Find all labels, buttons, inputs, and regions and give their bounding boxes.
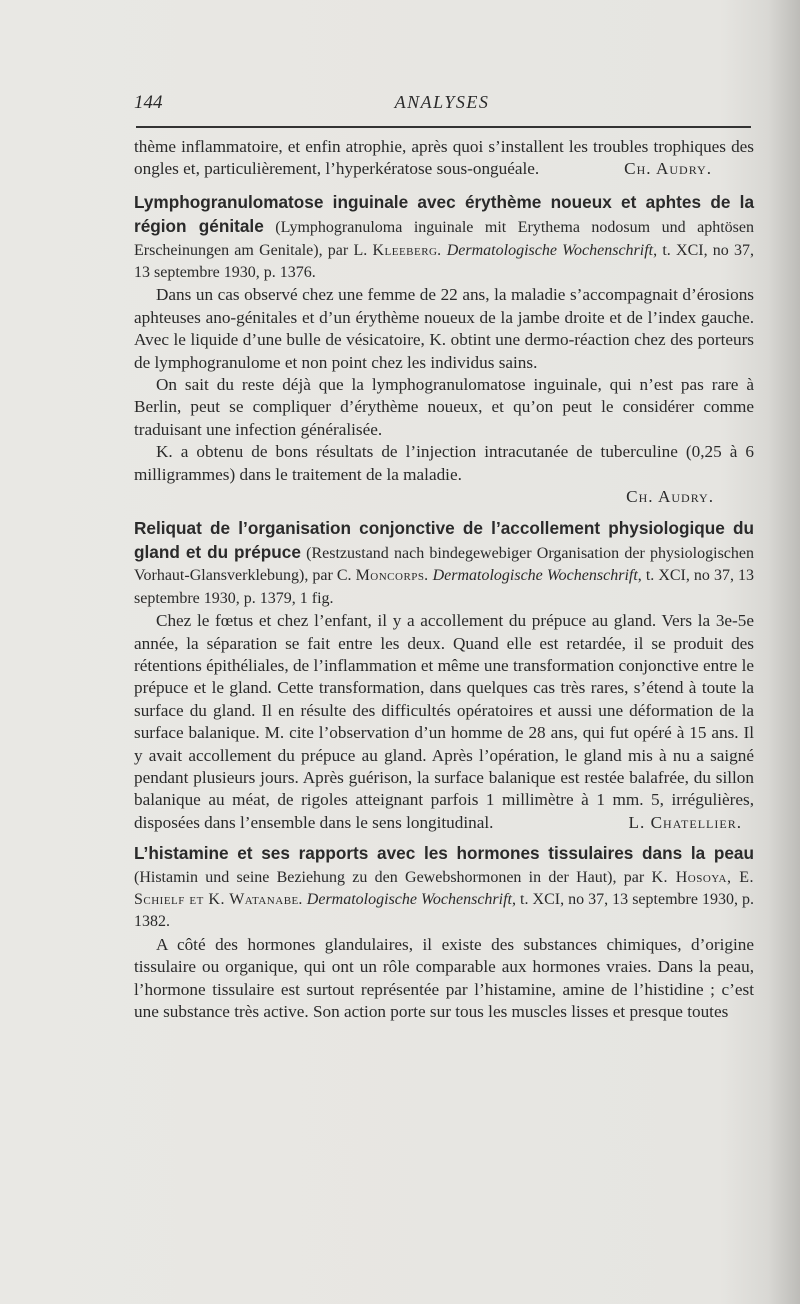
article-2-journal: . Dermatologische Wochenschrift (424, 567, 638, 585)
running-title: ANALYSES (394, 92, 490, 112)
article-3-ref-orig: (Histamin und seine Beziehung zu den Gewebshormonen in der Haut), par (134, 868, 652, 886)
header-rule (136, 126, 751, 128)
article-2-ref-tail: , t. XCI, no 37, 13 septembre 1930, p. 1379, 1 fig. (134, 567, 755, 607)
continuation-text: thème inflammatoire, et enfin atrophie, après quoi s’installent les troubles trophiques des ongles et, particulièrement, l’hyperkératose sous-onguéale. (134, 137, 754, 179)
page-header (132, 92, 752, 116)
article-2-paragraph-1 (134, 610, 754, 834)
continuation-signature: Ch. Audry. (624, 159, 712, 179)
article-1 (134, 191, 754, 509)
article-1-signature: Ch. Audry. (626, 487, 714, 507)
article-1-title: Lymphogranulomatose inguinale avec érythème noueux et aphtes de la région génitale (134, 191, 754, 237)
article-3-author: K. Hosoya, E. Schielf et K. Watanabe (134, 868, 755, 908)
article-1-paragraph-1: Dans un cas observé chez une femme de 22 ans, la maladie s’accompagnait d’érosions aphteuses ano-génitales et d’un érythème noueux de la jambe droite et de l’index gauche. Avec le liquide d’une bulle de vésicatoire, K. obtint une dermo-réaction chez des porteurs de lymphogranulome et non point chez les individus sains. (134, 285, 754, 372)
article-2-title: Reliquat de l’organisation conjonctive de l’accollement physiologique du gland et du prépuce (134, 517, 754, 562)
article-3-ref-tail: , t. XCI, no 37, 13 septembre 1930, p. 1382. (134, 891, 755, 931)
article-2 (134, 517, 754, 835)
article-2-signature: L. Chatellier. (628, 812, 742, 832)
continuation-paragraph (134, 136, 754, 181)
article-1-journal: . Dermatologische Wochenschrift (437, 241, 654, 259)
article-2-ref-orig: (Restzustand nach bindegewebiger Organisation der physiologischen Vorhaut-Glansverklebung), par C. (134, 544, 754, 585)
article-3-heading (134, 842, 754, 934)
article-1-paragraph-3: K. a obtenu de bons résultats de l’injection intracutanée de tuberculine (0,25 à 6 milligrammes) dans le traitement de la maladie. (134, 442, 754, 484)
article-2-author: Moncorps (355, 567, 425, 585)
page-content (134, 136, 754, 1023)
article-1-ref-tail: , t. XCI, no 37, 13 septembre 1930, p. 1376. (134, 241, 755, 282)
article-1-ref-orig: (Lymphogranuloma inguinale mit Erythema nodosum und aphtösen Erscheinungen am Genitale), par L. (134, 219, 754, 259)
article-1-heading (134, 191, 754, 285)
article-3-paragraph-1: A côté des hormones glandulaires, il existe des substances chimiques, d’origine tissulaire ou organique, qui ont un rôle comparable aux hormones vraies. Dans la peau, l’hormone tissulaire est surtout représentée par l’histamine, amine de l’histidine ; c’est une substance très active. Son action porte sur tous les muscles lisses et presque toutes (134, 934, 754, 1022)
page-number: 144 (134, 92, 163, 113)
article-1-paragraph-2: On sait du reste déjà que la lymphogranulomatose inguinale, qui n’est pas rare à Berlin, peut se compliquer d’érythème noueux, et qu’on peut le considérer comme traduisant une infection généralisée. (134, 375, 754, 439)
article-1-author: Kleeberg (372, 241, 438, 259)
article-2-paragraph-1-text: Chez le fœtus et chez l’enfant, il y a accollement du prépuce au gland. Vers la 3e-5e année, la séparation se fait entre les deux. Quand elle est retardée, il se produit des rétentions épithéliales, de l’inflammation et même une transformation conjonctive entre le prépuce et le gland. Cette transformation, dans quelques cas très rares, s’étend à toute la surface du gland. Il en résulte des difficultés opératoires et aussi une déformation de la surface balanique. M. cite l’observation d’un homme de 28 ans, qui fut opéré à 15 ans. Il y avait accollement du prépuce au gland. Après l’opération, le gland mis à nu a saigné pendant plusieurs jours. Après guérison, la surface balanique est restée balafrée, du sillon balanique au méat, de rigoles atteignant parfois 1 millimètre à 1 mm. 5, irrégulières, disposées dans l’ensemble dans le sens longitudinal. (134, 611, 754, 832)
article-3-journal: . Dermatologische Wochenschrift (298, 891, 512, 908)
article-2-heading (134, 517, 754, 611)
article-3-title: L’histamine et ses rapports avec les hormones tissulaires dans la peau (134, 843, 754, 864)
article-3 (134, 842, 754, 1023)
